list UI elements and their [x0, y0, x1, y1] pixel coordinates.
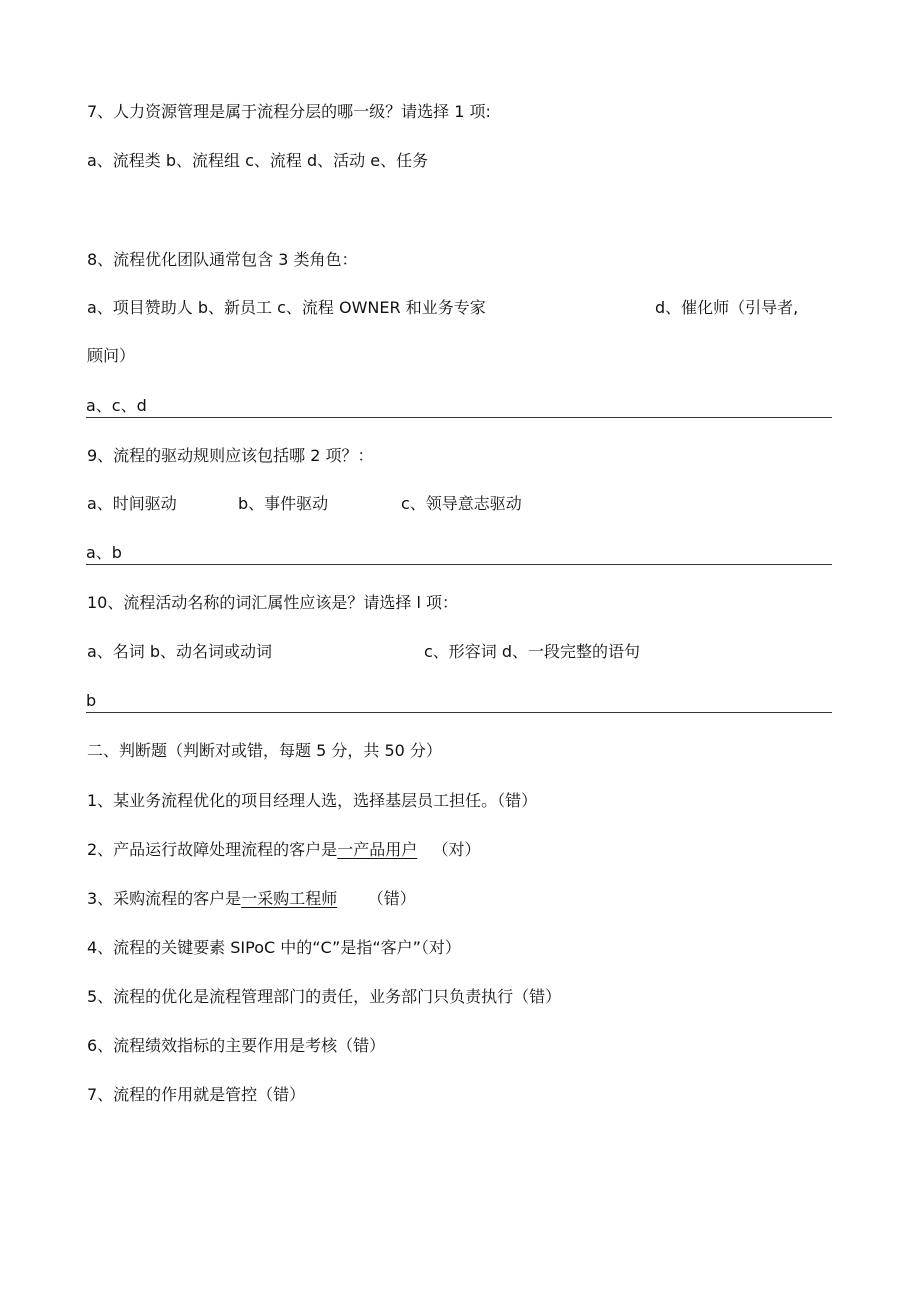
- judge-item-7: 7、流程的作用就是管控（错）: [87, 1085, 306, 1104]
- judge-item-3: [87, 889, 416, 909]
- q9-answer: a、b: [86, 543, 832, 565]
- q10-options-left: a、名词 b、动名词或动词: [87, 642, 273, 661]
- judge-item-2: [87, 840, 480, 860]
- judge-item-2-prefix: 2、产品运行故障处理流程的客户是: [87, 840, 338, 859]
- q10-answer: b: [86, 691, 832, 713]
- judge-item-3-prefix: 3、采购流程的客户是: [87, 889, 242, 908]
- judge-item-2-suffix: （对）: [417, 840, 481, 859]
- judge-item-1: 1、某业务流程优化的项目经理人选，选择基层员工担任。（错）: [87, 791, 538, 810]
- q10-options-right: c、形容词 d、一段完整的语句: [424, 642, 641, 661]
- judge-item-2-underlined: 一产品用户: [337, 840, 418, 859]
- judge-item-5: 5、流程的优化是流程管理部门的责任，业务部门只负责执行（错）: [87, 987, 562, 1006]
- q9-option-c: c、领导意志驱动: [401, 494, 522, 513]
- q8-answer: a、c、d: [86, 396, 832, 418]
- judge-item-3-underlined: 一采购工程师: [241, 889, 338, 908]
- q10-stem: 10、流程活动名称的词汇属性应该是？请选择 l 项：: [87, 593, 458, 612]
- q9-option-b: b、事件驱动: [238, 494, 329, 513]
- q9-option-a: a、时间驱动: [87, 494, 177, 513]
- q7-stem: 7、人力资源管理是属于流程分层的哪一级？请选择 1 项:: [87, 102, 491, 121]
- q8-stem: 8、流程优化团队通常包含 3 类角色：: [87, 250, 358, 269]
- judge-item-4: 4、流程的关键要素 SIPoC 中的“C”是指“客户”（对）: [87, 938, 461, 957]
- q8-options-left: a、项目赞助人 b、新员工 c、流程 OWNER 和业务专家: [87, 298, 486, 317]
- q9-stem: 9、流程的驱动规则应该包括哪 2 项？：: [87, 446, 374, 465]
- judge-item-3-suffix: （错）: [337, 889, 416, 908]
- section2-heading: 二、判断题（判断对或错，每题 5 分，共 50 分）: [87, 741, 442, 760]
- q8-options-right: d、催化师（引导者,: [655, 298, 799, 317]
- q7-options: a、流程类 b、流程组 c、流程 d、活动 e、任务: [87, 151, 429, 170]
- judge-item-6: 6、流程绩效指标的主要作用是考核（错）: [87, 1036, 386, 1055]
- q8-options-wrap: 顾问）: [87, 346, 136, 365]
